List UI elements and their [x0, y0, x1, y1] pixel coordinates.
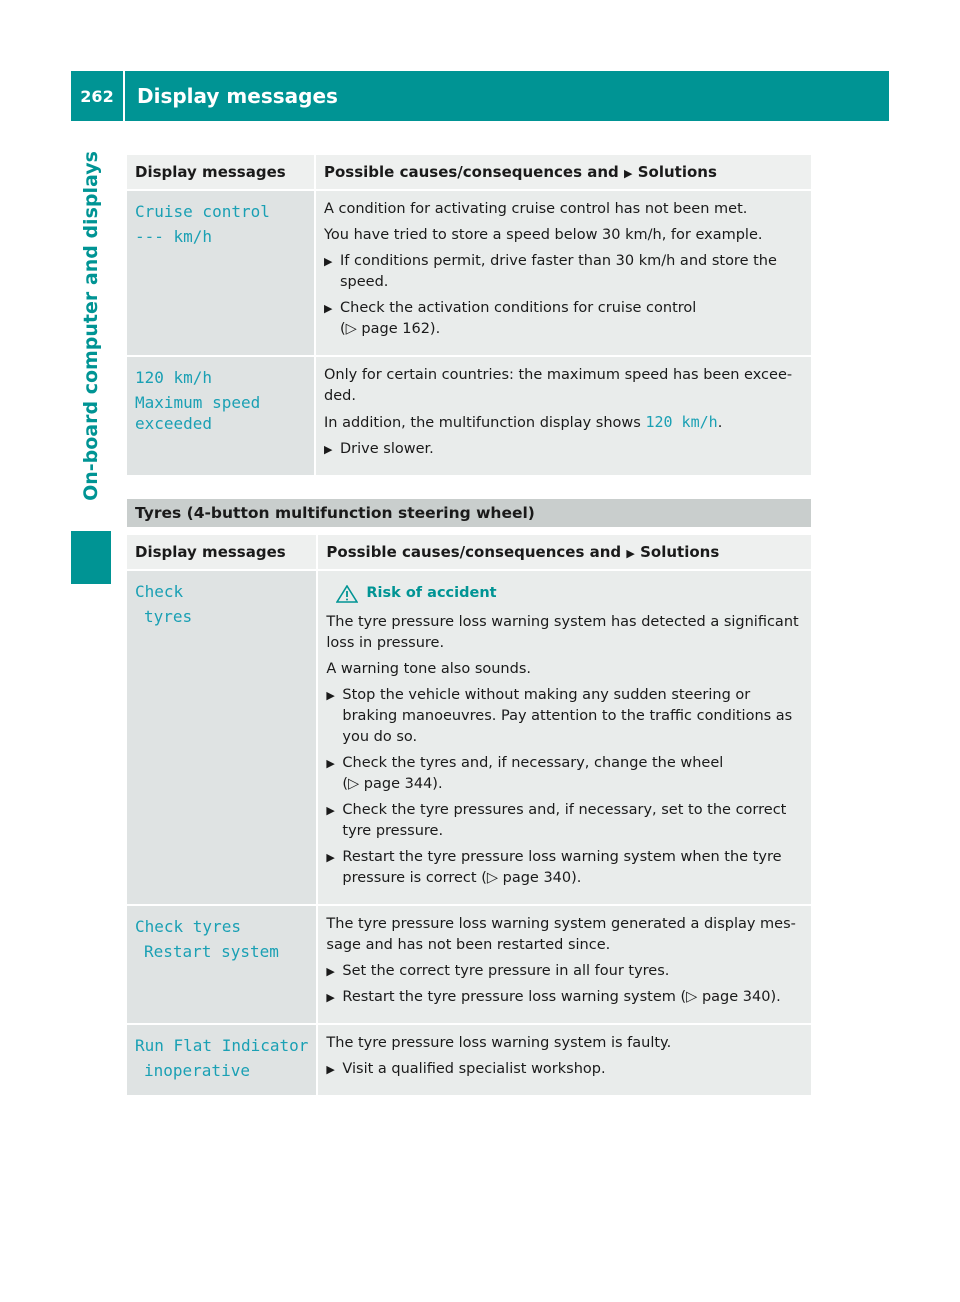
col-causes-solutions	[317, 535, 811, 570]
display-message-cell	[127, 1024, 317, 1096]
side-tab-marker	[71, 531, 111, 584]
messages-table-2	[127, 535, 811, 1097]
page-header	[71, 71, 889, 121]
arrow-right-icon: ▶	[626, 547, 635, 560]
solution-cell	[317, 905, 811, 1024]
cause-text	[324, 412, 803, 434]
solution-step	[324, 439, 803, 460]
section-heading: Tyres (4-button multifunction steering wheel)	[127, 499, 811, 527]
solution-cell	[317, 1024, 811, 1096]
solution-step	[326, 753, 803, 795]
solution-step	[324, 298, 803, 340]
inline-display-message: 120 km/h	[645, 413, 718, 431]
display-message-line: Run Flat Indicator	[135, 1036, 309, 1055]
solution-text: If conditions permit, drive faster than 30 km/h and store the speed.	[340, 253, 777, 290]
warning-text: Risk of accident	[366, 585, 497, 601]
solution-cell	[315, 356, 811, 476]
warning-triangle-icon	[336, 585, 358, 603]
solution-step	[326, 1059, 803, 1080]
display-message-line: inoperative	[144, 1061, 250, 1080]
table-row	[127, 1024, 811, 1096]
page-title: Display messages	[137, 84, 338, 108]
arrow-right-icon: ▶	[624, 167, 633, 180]
solution-text: Stop the vehicle without making any sudden steering or braking manoeuvres. Pay attention to the traffic conditions as you do so.	[342, 687, 793, 745]
display-message-line: --- km/h	[135, 227, 213, 246]
display-message-line: Cruise control	[135, 202, 270, 221]
col-solutions-text: Solutions	[637, 163, 717, 181]
solution-text: Set the correct tyre pressure in all four tyres.	[342, 963, 670, 979]
cause-text: The tyre pressure loss warning system is faulty.	[326, 1035, 672, 1051]
solution-text: Restart the tyre pressure loss warning system when the tyre pressure is correct (▷ page 340).	[342, 849, 782, 886]
table-header-row	[127, 155, 811, 190]
col-display-messages: Display messages	[127, 535, 317, 570]
solution-step	[326, 847, 803, 889]
table-header-row	[127, 535, 811, 570]
solution-text: Check the activation conditions for cruise control	[340, 300, 697, 316]
warning-heading	[326, 583, 803, 604]
solution-text: Check the tyre pressures and, if necessary, set to the correct tyre pressure.	[342, 802, 787, 839]
cause-text-part: .	[717, 415, 723, 431]
arrow-right-icon: ▶	[326, 757, 335, 770]
arrow-right-icon: ▶	[324, 255, 333, 268]
display-message-cell	[127, 190, 315, 356]
solution-step	[326, 961, 803, 982]
solution-cell	[317, 570, 811, 905]
col-solutions-text: Solutions	[640, 543, 720, 561]
solution-text: Drive slower.	[340, 441, 434, 457]
cause-text: A condition for activating cruise control has not been met.	[324, 201, 748, 217]
display-message-cell	[127, 570, 317, 905]
cause-text: You have tried to store a speed below 30 km/h, for example.	[324, 227, 763, 243]
col-causes-text: Possible causes/consequences and	[326, 543, 622, 561]
arrow-right-icon: ▶	[326, 991, 335, 1004]
display-message-line: Maximum speed	[135, 393, 261, 412]
col-display-messages: Display messages	[127, 155, 315, 190]
arrow-right-icon: ▶	[326, 689, 335, 702]
page-reference: (▷ page 162).	[340, 321, 441, 337]
arrow-right-icon: ▶	[326, 965, 335, 978]
display-message-line: exceeded	[135, 414, 213, 433]
page-reference: (▷ page 344).	[342, 776, 443, 792]
table-row	[127, 570, 811, 905]
col-causes-solutions	[315, 155, 811, 190]
arrow-right-icon: ▶	[326, 1063, 335, 1076]
display-message-cell	[127, 356, 315, 476]
display-message-line: Check tyres	[135, 917, 241, 936]
arrow-right-icon: ▶	[324, 302, 333, 315]
display-message-line: Restart system	[144, 942, 279, 961]
cause-text: Only for certain countries: the maximum speed has been excee-ded.	[324, 367, 793, 404]
solution-text: Visit a qualified specialist workshop.	[342, 1061, 606, 1077]
cause-text: The tyre pressure loss warning system has detected a significant loss in pressure.	[326, 614, 799, 651]
display-message-line: tyres	[144, 607, 193, 626]
solution-text: Restart the tyre pressure loss warning system (▷ page 340).	[342, 989, 781, 1005]
solution-step	[326, 800, 803, 842]
display-message-line: Check	[135, 582, 184, 601]
solution-cell	[315, 190, 811, 356]
solution-text: Check the tyres and, if necessary, change the wheel	[342, 755, 724, 771]
solution-step	[324, 251, 803, 293]
arrow-right-icon: ▶	[326, 804, 335, 817]
arrow-right-icon: ▶	[324, 443, 333, 456]
cause-text-part: In addition, the multifunction display shows	[324, 415, 641, 431]
display-message-line: 120 km/h	[135, 368, 213, 387]
cause-text: A warning tone also sounds.	[326, 661, 531, 677]
side-chapter-label: On-board computer and displays	[80, 151, 102, 501]
table-row	[127, 905, 811, 1024]
display-message-cell	[127, 905, 317, 1024]
solution-step	[326, 685, 803, 748]
cause-text: The tyre pressure loss warning system generated a display mes-sage and has not been restarted since.	[326, 916, 796, 953]
arrow-right-icon: ▶	[326, 851, 335, 864]
col-causes-text: Possible causes/consequences and	[324, 163, 619, 181]
messages-table-1	[127, 155, 811, 477]
solution-step	[326, 987, 803, 1008]
table-row	[127, 190, 811, 356]
table-row	[127, 356, 811, 476]
page-number: 262	[71, 71, 125, 121]
